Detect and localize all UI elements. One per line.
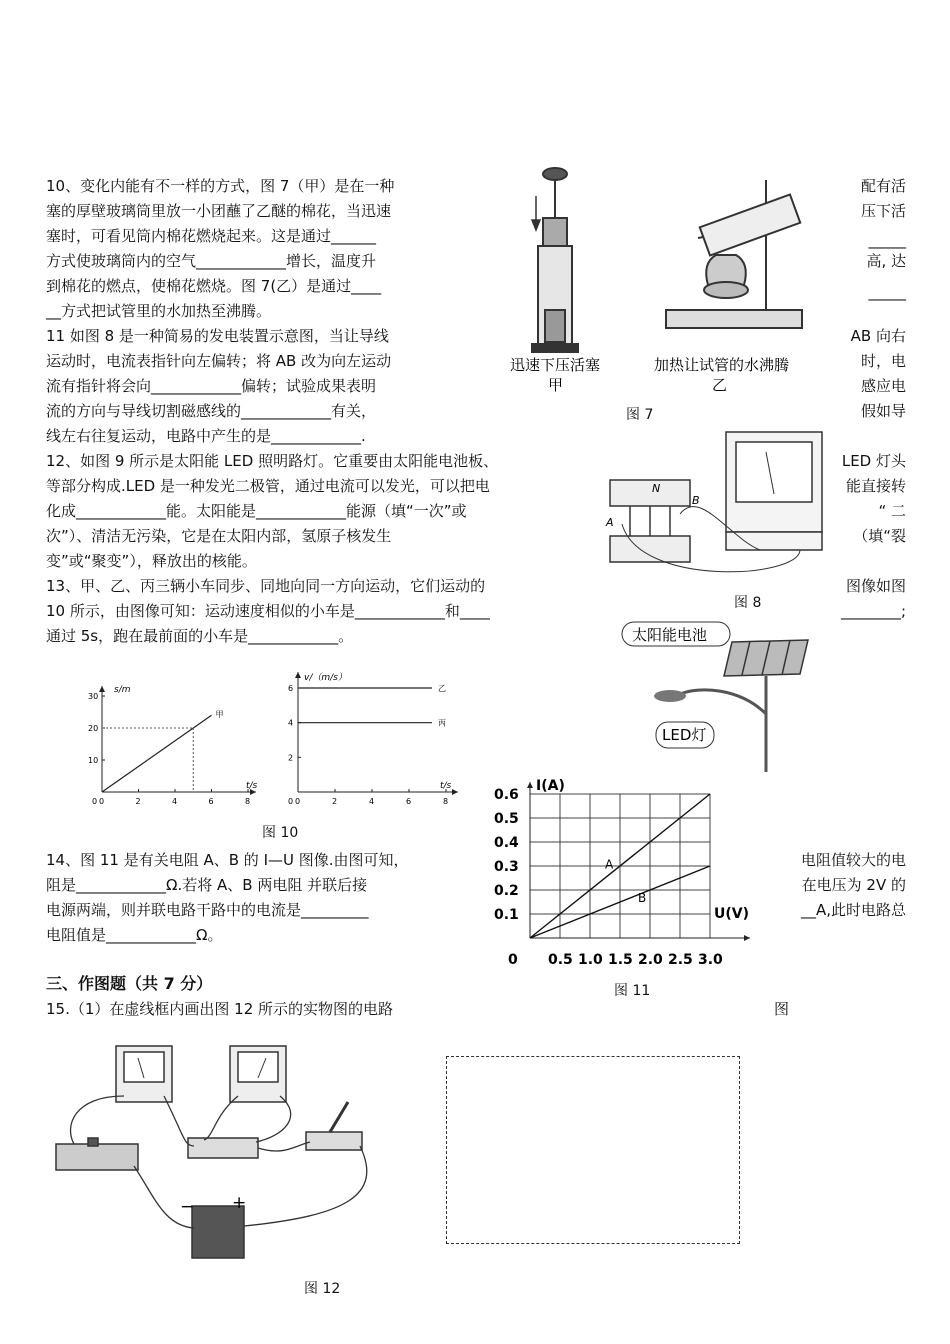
fig7-yi-label: 加热让试管的水沸腾 <box>654 356 790 374</box>
solar-panel <box>724 640 808 676</box>
chart-iu <box>486 778 758 974</box>
figure-7 <box>498 160 838 400</box>
x-tick-label: 2.0 <box>638 952 663 968</box>
led-label: LED灯 <box>662 726 707 744</box>
q12-line: 化成____________能。太阳能是____________能源（填“一次”或 <box>46 502 467 520</box>
x-tick-label: 0 <box>99 797 105 806</box>
q12-right: 能直接转 <box>845 477 906 495</box>
fig12-caption: 图 12 <box>304 1281 341 1297</box>
chart-iu-layer <box>494 778 750 968</box>
x-axis-arrow <box>744 935 750 941</box>
q10-line: 到棉花的燃点，使棉花燃烧。图 7(乙）是通过____ <box>46 277 382 295</box>
y-axis-arrow <box>99 686 105 692</box>
chart-vt <box>278 660 474 806</box>
x-tick-label: 2 <box>332 797 338 806</box>
series-label: A <box>605 857 614 872</box>
section-heading: 三、作图题（共 7 分） <box>46 974 213 993</box>
voltmeter <box>230 1046 286 1102</box>
q14-line: 14、图 11 是有关电阻 A、B 的 I—U 图像.由图可知， <box>46 851 409 869</box>
q10-line: 塞的厚壁玻璃筒里放一小团蘸了乙醚的棉花，当迅速 <box>46 202 392 220</box>
test-tube-stand <box>666 180 802 328</box>
x-tick-label: 6 <box>208 797 214 806</box>
y-axis-label: v/（m/s） <box>304 673 347 683</box>
fig8-n-label: N <box>652 482 661 495</box>
x-tick-label: 4 <box>369 797 375 806</box>
down-arrow-icon <box>532 196 540 230</box>
y-tick-label: 0.6 <box>494 787 519 803</box>
origin-label: 0 <box>508 952 518 968</box>
answer-box[interactable] <box>446 1056 740 1244</box>
x-tick-label: 2.5 <box>668 952 693 968</box>
x-tick-label: 0.5 <box>548 952 573 968</box>
battery <box>192 1206 244 1258</box>
q14-line: 电阻值是____________Ω。 <box>46 926 223 944</box>
x-tick-label: 3.0 <box>698 952 723 968</box>
x-tick-label: 8 <box>245 797 251 806</box>
y-axis-arrow <box>527 782 533 788</box>
q13-line: 通过 5s，跑在最前面的小车是____________。 <box>46 627 354 645</box>
y-tick-label: 30 <box>88 692 99 701</box>
fig10-caption: 图 10 <box>262 825 299 841</box>
y-tick-label: 0.5 <box>494 811 519 827</box>
y-axis-arrow <box>295 672 301 678</box>
q15-right: 图 <box>774 1000 790 1018</box>
x-axis-arrow <box>452 789 458 795</box>
q12-line: 次”）、清洁无污染，它是在太阳内部，氢原子核发生 <box>46 527 392 545</box>
q10-line: 塞时，可看见筒内棉花燃烧起来。这是通过______ <box>46 227 377 245</box>
fig8-a-label: A <box>606 516 614 529</box>
series-jia-line <box>102 715 212 792</box>
q10-line: __方式把试管里的水加热至沸腾。 <box>46 302 272 320</box>
q12-line: 12、如图 9 所示是太阳能 LED 照明路灯。它重要由太阳能电池板、 <box>46 452 499 470</box>
fig11-caption: 图 11 <box>614 983 651 999</box>
y-tick-label: 0.1 <box>494 907 519 923</box>
q11-line: 11 如图 8 是一种简易的发电装置示意图，当让导线 <box>46 327 389 345</box>
q11-right: 时，电 <box>860 352 906 370</box>
y-tick-label: 2 <box>288 753 294 763</box>
x-axis-label: t/s <box>246 781 258 791</box>
lamp-head <box>654 690 686 702</box>
series-label: 乙 <box>438 684 446 693</box>
y-axis-label: I(A) <box>536 778 565 794</box>
q14-line: 阻是____________Ω.若将 A、B 两电阻 并联后接 <box>46 876 368 894</box>
x-axis-label: t/s <box>440 781 452 791</box>
q11-line: 流的方向与导线切割磁感线的____________有关， <box>46 402 377 420</box>
q13-right: 图像如图 <box>845 577 906 595</box>
ammeter <box>726 432 822 550</box>
q13-line: 13、甲、乙、丙三辆小车同步、同地向同一方向运动，它们运动的 <box>46 577 486 595</box>
x-tick-label: 0 <box>295 797 301 806</box>
q15-text: 15.（1）在虚线框内画出图 12 所示的实物图的电路 <box>46 1000 394 1018</box>
x-tick-label: 1.0 <box>578 952 603 968</box>
fig7-caption: 图 7 <box>626 407 654 423</box>
chart-vt-layer <box>288 672 458 806</box>
ammeter <box>116 1046 172 1102</box>
plus-label: + <box>232 1193 247 1213</box>
q12-line: 等部分构成.LED 是一种发光二极管，通过电流可以发光，可以把电 <box>46 477 490 495</box>
solar-label: 太阳能电池 <box>632 626 708 644</box>
y-tick-label: 6 <box>288 684 294 693</box>
q11-line: 流有指针将会向____________偏转；试验成果表明 <box>46 377 377 395</box>
origin-label: 0 <box>288 797 294 806</box>
q10-line: 方式使玻璃筒内的空气____________增长，温度升 <box>46 252 377 270</box>
y-tick-label: 20 <box>88 724 99 733</box>
q11-right: AB 向右 <box>850 327 906 345</box>
q14-right: 在电压为 2V 的 <box>801 876 906 894</box>
resistor <box>188 1138 258 1158</box>
minus-label: − <box>180 1197 195 1217</box>
y-tick-label: 10 <box>88 756 99 765</box>
series-jia-label: 甲 <box>215 710 224 720</box>
rheostat <box>56 1138 138 1170</box>
x-tick-label: 2 <box>135 797 141 806</box>
q12-line: 变”或“聚变”），释放出的核能。 <box>46 552 257 570</box>
x-tick-label: 1.5 <box>608 952 633 968</box>
q13-line: 10 所示，由图像可知：运动速度相似的小车是____________和____ <box>46 602 490 620</box>
q12-right: LED 灯头 <box>841 452 906 470</box>
q10-right: _____ <box>868 231 906 249</box>
q12-right: （填“裂 <box>853 527 906 545</box>
figure-12 <box>44 1036 390 1268</box>
q12-right: “ 二 <box>878 502 906 520</box>
series-label: B <box>638 891 647 905</box>
q14-right: __A,此时电路总 <box>800 901 906 919</box>
q11-right: 感应电 <box>860 377 906 395</box>
q13-right: ________; <box>840 602 906 620</box>
chart-st <box>82 660 270 806</box>
q11-right: 假如导 <box>860 402 906 420</box>
q10-right: 配有活 <box>860 177 906 195</box>
q10-line: 10、变化内能有不一样的方式，图 7（甲）是在一种 <box>46 177 395 195</box>
x-tick-label: 8 <box>443 797 449 806</box>
y-tick-label: 0.4 <box>494 835 519 851</box>
x-tick-label: 6 <box>406 797 412 806</box>
q14-line: 电源两端，则并联电路干路中的电流是_________ <box>46 901 369 919</box>
series-label: 丙 <box>438 718 446 728</box>
fig7-jia: 甲 <box>548 376 564 394</box>
y-tick-label: 0.2 <box>494 883 519 899</box>
q14-right: 电阻值较大的电 <box>800 851 906 869</box>
q10-right: 压下活 <box>860 202 906 220</box>
fig8-b-label: B <box>692 494 700 507</box>
q11-line: 运动时，电流表指针向左偏转；将 AB 改为向左运动 <box>46 352 392 370</box>
q10-right: 高, 达 <box>866 252 906 270</box>
switch <box>306 1102 362 1150</box>
y-tick-label: 4 <box>288 718 294 728</box>
fig8-caption: 图 8 <box>734 595 762 611</box>
figure-9 <box>620 618 820 778</box>
chart-st-layer <box>88 685 258 806</box>
fig7-jia-label: 迅速下压活塞 <box>510 356 601 374</box>
figure-8 <box>600 428 830 590</box>
origin-label: 0 <box>92 797 98 806</box>
x-tick-label: 4 <box>172 797 178 806</box>
q11-line: 线左右往复运动，电路中产生的是____________. <box>46 427 366 445</box>
fig7-yi: 乙 <box>712 376 728 394</box>
q10-right: _____ <box>868 283 906 301</box>
y-axis-label: s/m <box>114 685 131 695</box>
x-axis-label: U(V) <box>714 906 749 922</box>
y-tick-label: 0.3 <box>494 859 519 875</box>
fire-syringe <box>532 168 578 352</box>
magnet <box>610 480 690 562</box>
